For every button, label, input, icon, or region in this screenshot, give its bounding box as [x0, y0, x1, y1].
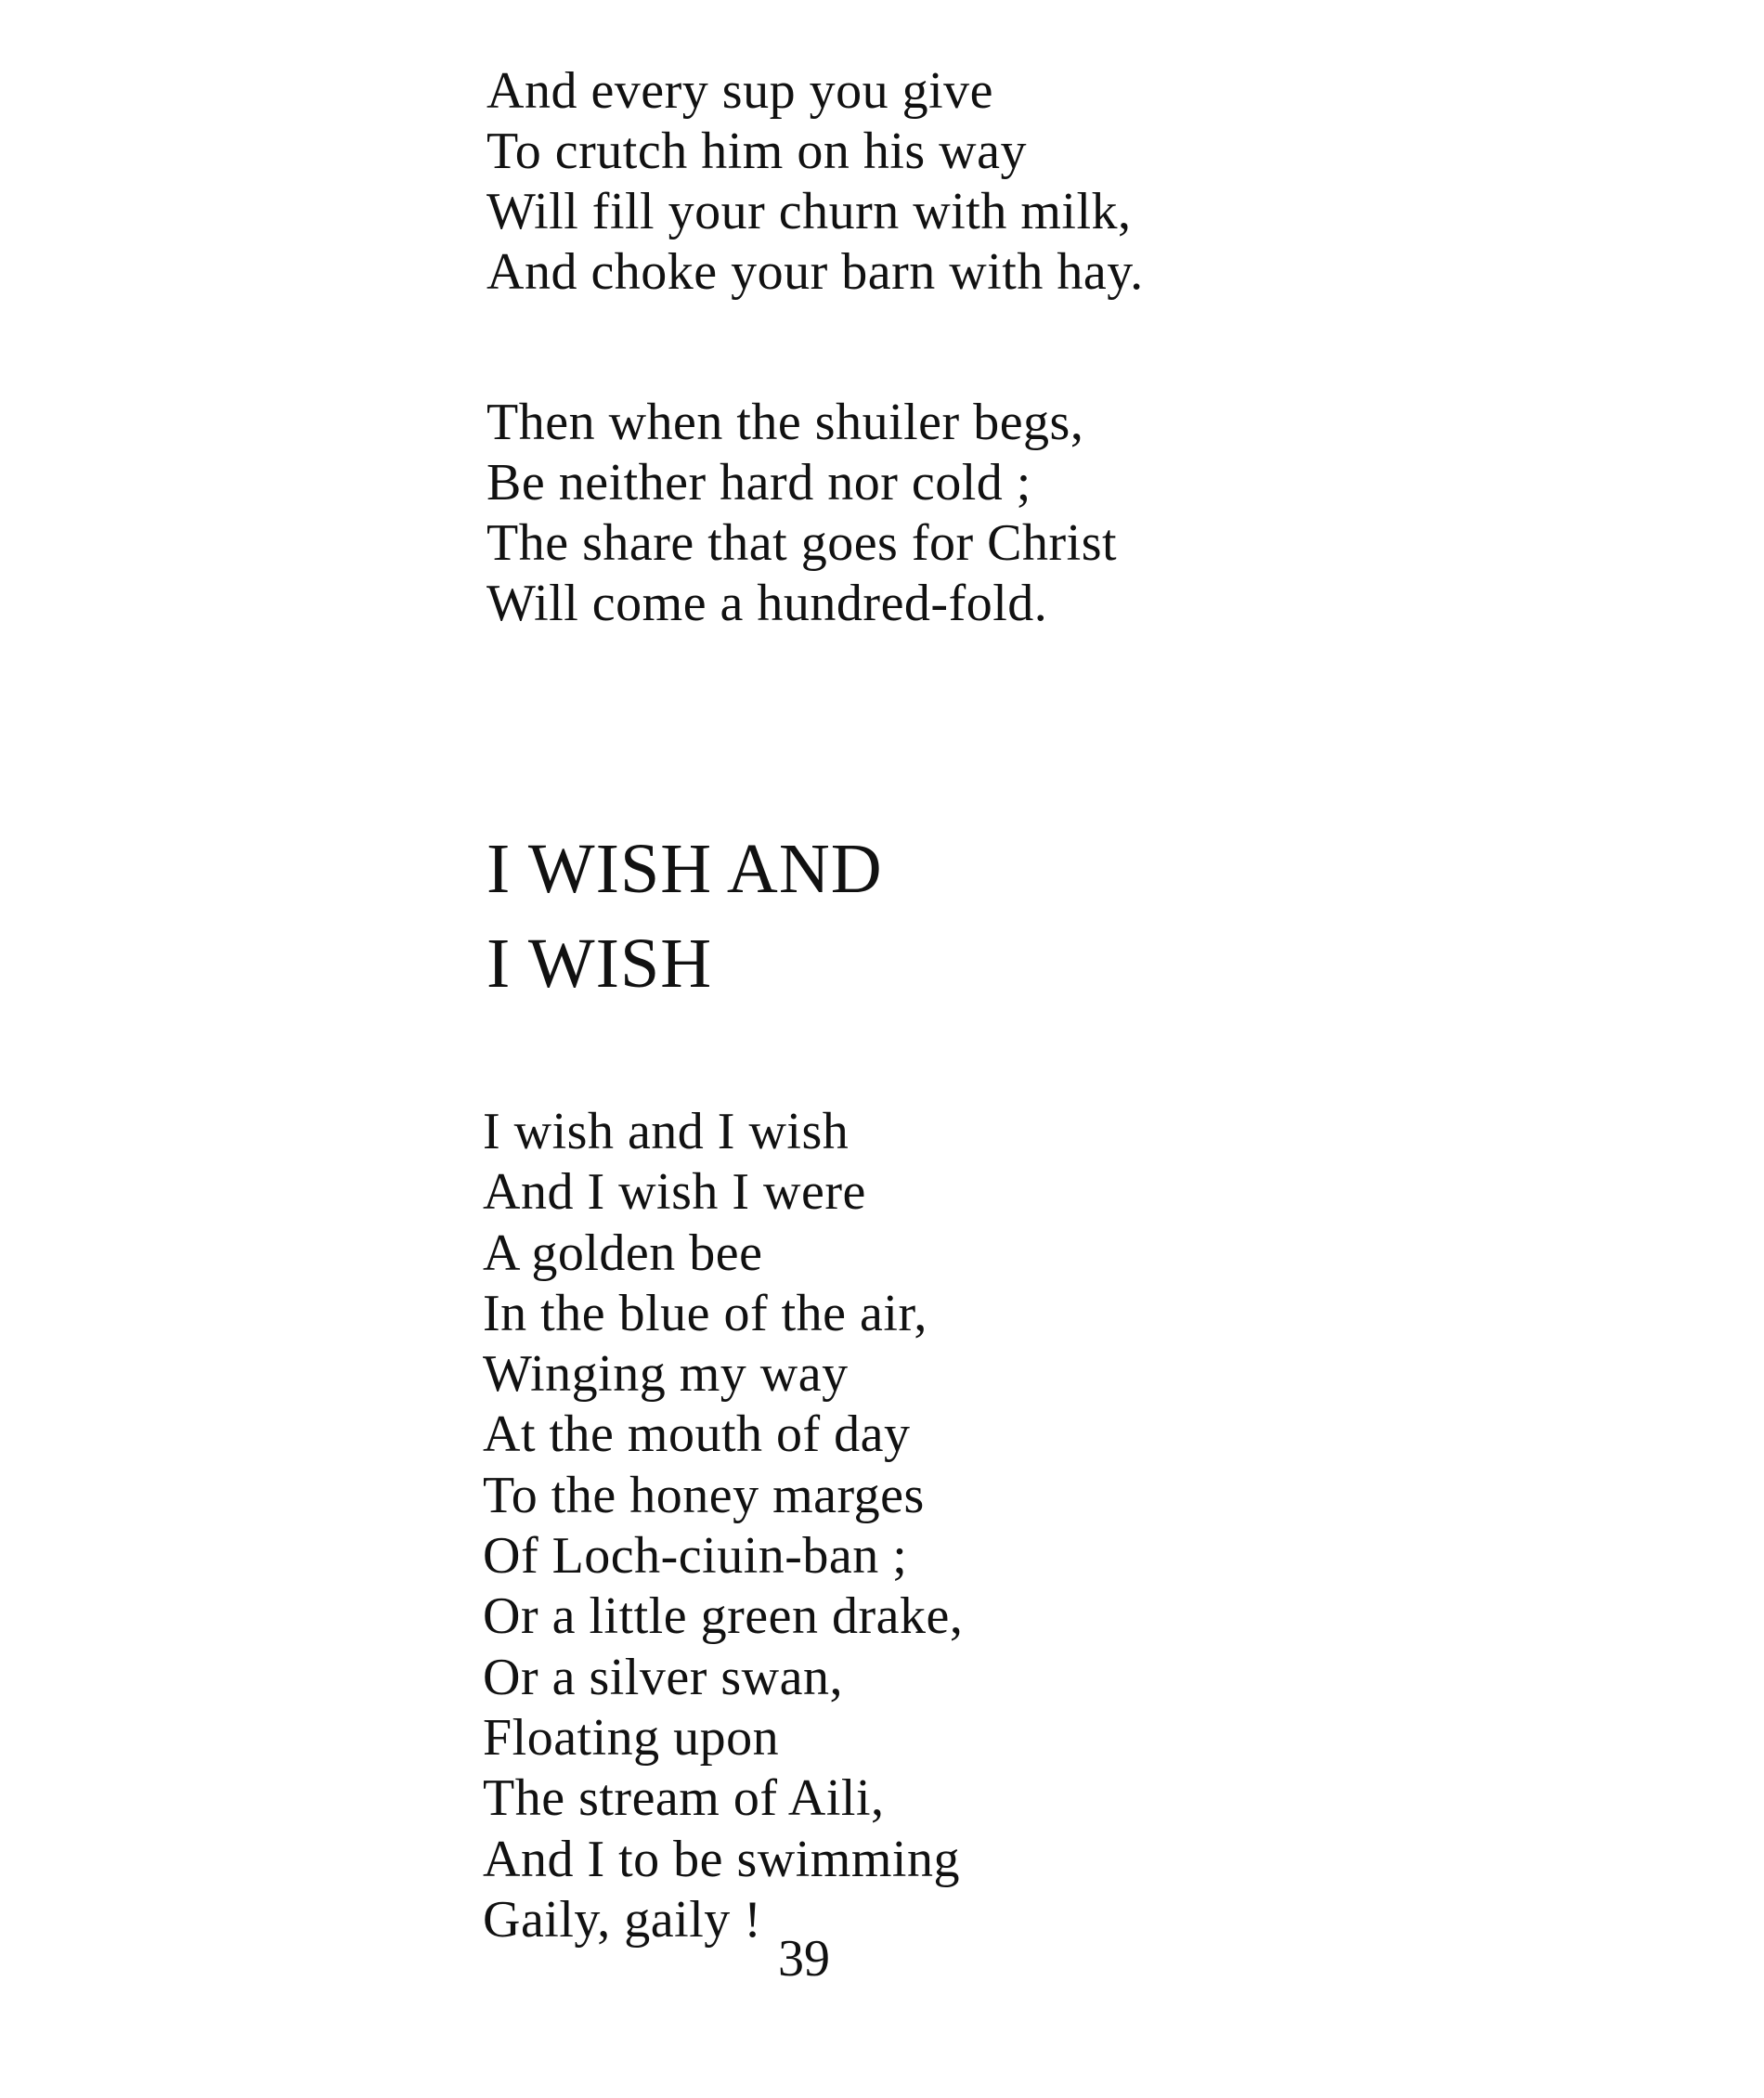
- poem-title-line: I WISH: [486, 925, 713, 1003]
- poem-line: The share that goes for Christ: [486, 514, 1118, 572]
- poem-line: And I wish I were: [483, 1163, 866, 1222]
- poem-line: Of Loch-ciuin-ban ;: [483, 1527, 908, 1586]
- poem-line: Or a little green drake,: [483, 1587, 964, 1646]
- poem-line: A golden bee: [483, 1224, 763, 1282]
- poem-line: Will come a hundred-fold.: [486, 575, 1048, 632]
- poem-line: The stream of Aili,: [483, 1769, 885, 1828]
- poem-line: And choke your barn with hay.: [486, 243, 1144, 301]
- stanza: [486, 393, 1117, 634]
- poem-line: Then when the shuiler begs,: [486, 394, 1084, 451]
- poem-title-line: I WISH AND: [486, 830, 883, 908]
- poem-line: In the blue of the air,: [483, 1284, 927, 1342]
- poem-line: Floating upon: [483, 1708, 780, 1767]
- poem-line: I wish and I wish: [483, 1103, 850, 1160]
- poem-line: And every sup you give: [486, 62, 994, 120]
- poem-title: [486, 822, 883, 1011]
- poem-line: And I to be swimming: [483, 1830, 960, 1888]
- poem-line: At the mouth of day: [483, 1405, 911, 1464]
- poem-line: To the honey marges: [483, 1466, 925, 1524]
- poem-line: Will fill your churn with milk,: [486, 183, 1132, 240]
- poem-line: To crutch him on his way: [486, 123, 1027, 180]
- page-number: 39: [778, 1930, 830, 1988]
- poem-line: Be neither hard nor cold ;: [486, 454, 1031, 512]
- stanza: [486, 61, 1144, 303]
- poem-line: Or a silver swan,: [483, 1648, 843, 1706]
- poem-body: [483, 1102, 963, 1950]
- poem-line: Gaily, gaily !: [483, 1890, 762, 1949]
- poem-line: Winging my way: [483, 1345, 849, 1404]
